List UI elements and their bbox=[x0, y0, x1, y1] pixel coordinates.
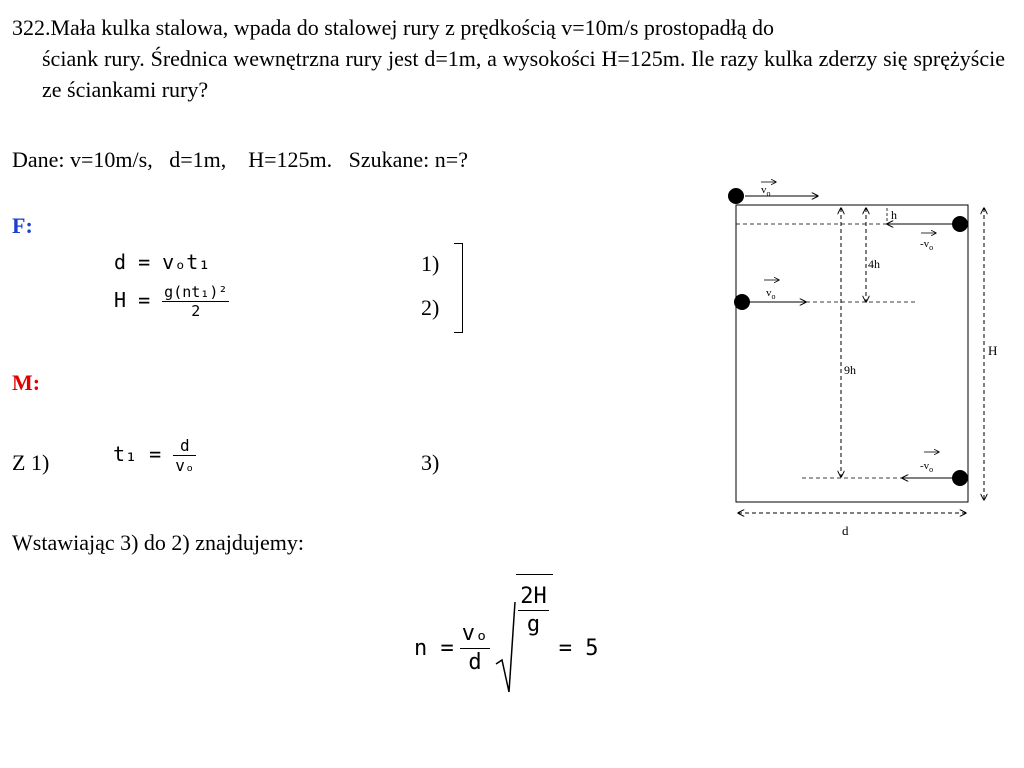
H-label: H bbox=[988, 343, 998, 358]
h-label: h bbox=[891, 208, 897, 222]
ball-right-2 bbox=[952, 470, 968, 486]
equation-3-fraction bbox=[173, 436, 196, 475]
problem-line-rest: ściank rury. Średnica wewnętrzna rury jest d=1m, a wysokości H=125m. Ile razy kulka zderzy się sprężyście ze ściankami rury? bbox=[42, 46, 1005, 103]
equation-3-number: 3) bbox=[421, 450, 440, 475]
equation-system-bracket bbox=[454, 243, 463, 333]
v0-label-2: $v_o$ bbox=[766, 287, 776, 301]
sqrt-denominator: g bbox=[526, 612, 541, 637]
equation-3-lhs: t₁ = bbox=[113, 442, 162, 467]
neg-v0-label-2: $-v_o$ bbox=[920, 460, 934, 474]
final-fraction-numerator: vₒ bbox=[461, 621, 489, 646]
from-eq1-label: Z 1) bbox=[12, 450, 50, 475]
v0-label-1: $v_o$ bbox=[761, 184, 771, 198]
ball-left-2 bbox=[734, 294, 750, 310]
equation-3-numerator: d bbox=[180, 436, 190, 455]
ball-top-left bbox=[728, 188, 744, 204]
final-formula bbox=[414, 583, 599, 696]
pipe-diagram bbox=[720, 170, 1010, 550]
equation-2-lhs: H = bbox=[114, 288, 151, 312]
given-data: Dane: v=10m/s, d=1m, H=125m. Szukane: n=? bbox=[12, 147, 468, 172]
sqrt-fraction bbox=[516, 574, 553, 639]
d-label: d bbox=[842, 523, 849, 538]
final-fraction bbox=[460, 620, 491, 676]
final-fraction-denominator: d bbox=[468, 649, 482, 675]
equation-1-number: 1) bbox=[421, 251, 440, 276]
section-m-heading: M: bbox=[12, 370, 41, 395]
equation-2-numerator: g(nt₁)² bbox=[164, 283, 228, 301]
final-lhs: n = bbox=[414, 635, 454, 661]
equation-2-number: 2) bbox=[421, 295, 440, 320]
problem-statement bbox=[12, 12, 1005, 106]
sqrt-sign bbox=[494, 600, 516, 696]
section-f-heading: F: bbox=[12, 213, 33, 238]
equation-3-denominator: vₒ bbox=[175, 456, 195, 476]
final-result: = 5 bbox=[558, 635, 599, 661]
problem-line-1: 322.Mała kulka stalowa, wpada do stalowej rury z prędkością v=10m/s prostopadłą do bbox=[12, 15, 775, 40]
ball-right-1 bbox=[952, 216, 968, 232]
9h-label: 9h bbox=[844, 363, 856, 377]
equation-3 bbox=[113, 436, 196, 475]
equation-2 bbox=[114, 283, 229, 320]
pipe-outline bbox=[736, 205, 968, 502]
sqrt-numerator: 2H bbox=[520, 583, 547, 609]
neg-v0-label-1: $-v_o$ bbox=[920, 238, 934, 252]
4h-label: 4h bbox=[868, 257, 880, 271]
substitution-text: Wstawiając 3) do 2) znajdujemy: bbox=[12, 530, 305, 555]
equation-1: d = vₒt₁ bbox=[114, 250, 211, 274]
equation-2-denominator: 2 bbox=[191, 302, 201, 320]
equation-2-fraction bbox=[162, 283, 229, 320]
